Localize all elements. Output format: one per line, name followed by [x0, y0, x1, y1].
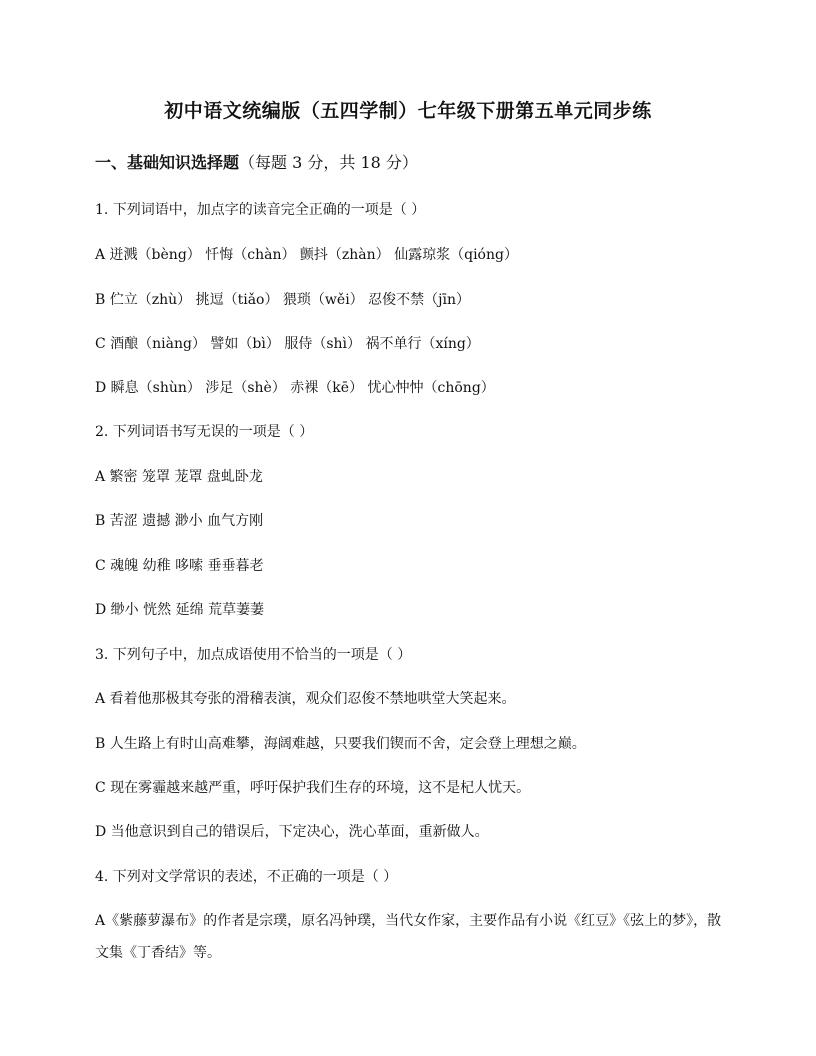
- question-1-option-c: C 酒酿（niàng） 譬如（bì） 服侍（shì） 祸不单行（xíng）: [95, 336, 480, 352]
- section-heading-note: （每题 3 分，共 18 分）: [239, 153, 418, 172]
- question-3-option-d: D 当他意识到自己的错误后，下定决心，洗心革面，重新做人。: [95, 824, 489, 840]
- question-4-option-a: A《紫藤萝瀑布》的作者是宗璞，原名冯钟璞，当代女作家，主要作品有小说《红豆》《弦上的梦》，散文集《丁香结》等。: [95, 913, 722, 961]
- document-title: 初中语文统编版（五四学制）七年级下册第五单元同步练: [164, 100, 652, 122]
- question-3-option-a: A 看着他那极其夸张的滑稽表演，观众们忍俊不禁地哄堂大笑起来。: [95, 691, 516, 707]
- question-3-option-b: B 人生路上有时山高难攀，海阔难越，只要我们锲而不舍，定会登上理想之巅。: [95, 736, 586, 752]
- question-1-option-a: A 迸溅（bèng） 忏悔（chàn） 颤抖（zhàn） 仙露琼浆（qióng）: [95, 247, 518, 263]
- question-1-option-d: D 瞬息（shùn） 涉足（shè） 赤裸（kē） 忧心忡忡（chōng）: [95, 380, 495, 396]
- question-2-option-a: A 繁密 笼罩 茏罩 盘虬卧龙: [95, 469, 263, 485]
- question-1-option-b: B 伫立（zhù） 挑逗（tiǎo） 猥琐（wěi） 忍俊不禁（jīn）: [95, 292, 470, 308]
- question-1-stem: 1. 下列词语中，加点字的读音完全正确的一项是（ ）: [95, 202, 426, 218]
- question-3-option-c: C 现在雾霾越来越严重，呼吁保护我们生存的环境，这不是杞人忧天。: [95, 780, 531, 796]
- section-heading: [95, 150, 418, 173]
- question-4-stem: 4. 下列对文学常识的表述，不正确的一项是（ ）: [95, 869, 398, 885]
- section-heading-label: 一、基础知识选择题: [95, 153, 240, 172]
- question-2-option-d: D 缈小 恍然 延绵 荒草萋萋: [95, 602, 265, 618]
- question-2-option-c: C 魂魄 幼稚 哆嗦 垂垂暮老: [95, 558, 264, 574]
- question-2-stem: 2. 下列词语书写无误的一项是（ ）: [95, 424, 314, 440]
- question-3-stem: 3. 下列句子中，加点成语使用不恰当的一项是（ ）: [95, 647, 412, 663]
- question-2-option-b: B 苦涩 遗撼 渺小 血气方刚: [95, 513, 264, 529]
